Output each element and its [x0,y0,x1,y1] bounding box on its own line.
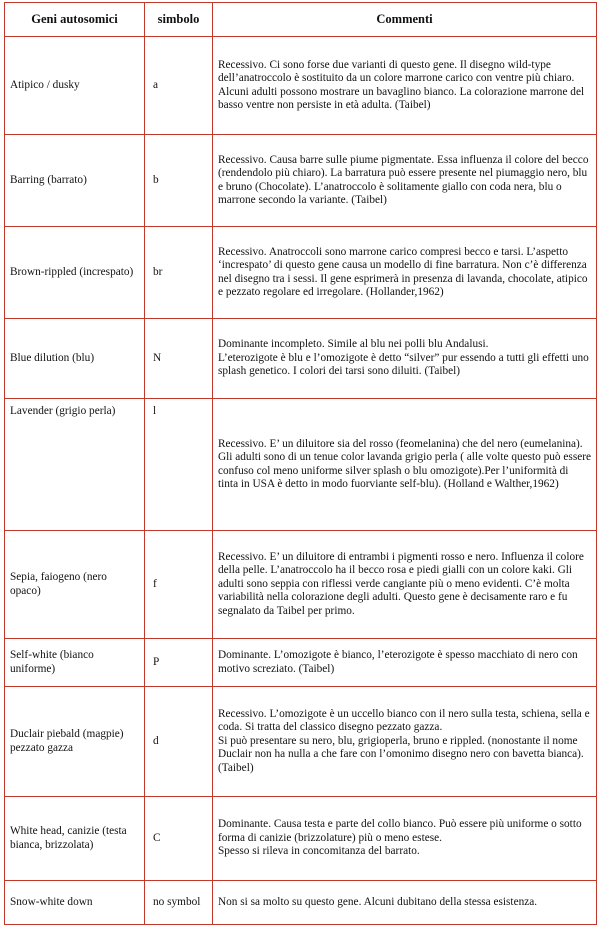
gene-name: White head, canizie (testa bianca, brizzolata) [5,797,145,881]
comment-text: Recessivo. E’ un diluitore sia del rosso (feomelanina) che del nero (eumelanina). Gli adulti sono di un tenue color lavanda grigio perla ( alle volte questo può essere confuso col meno uniforme silver splash o blu omozigote).Per l’uniformità di tinta in USA è detto in modo fuorviante self-blu). (Holland e Walther,1962) [218,437,592,490]
header-comments: Commenti [213,3,597,37]
table-row [5,881,597,925]
gene-symbol: d [145,687,213,797]
gene-symbol: l [145,399,213,531]
gene-name: Blue dilution (blu) [5,319,145,399]
gene-name: Duclair piebald (magpie) pezzato gazza [5,687,145,797]
gene-name: Self-white (bianco uniforme) [5,639,145,687]
gene-comment [213,135,597,227]
comment-text: Dominante incompleto. Simile al blu nei polli blu Andalusi. [218,338,489,351]
table-row [5,687,597,797]
table-row [5,227,597,319]
table-row [5,37,597,135]
comment-text: Spesso si rileva in concomitanza del barrato. [218,845,420,858]
gene-name: Snow-white down [5,881,145,925]
gene-comment [213,319,597,399]
gene-symbol: P [145,639,213,687]
gene-symbol: br [145,227,213,319]
autosomal-genes-table [4,2,597,925]
header-gene: Geni autosomici [5,3,145,37]
comment-text: Recessivo. Causa barre sulle piume pigmentate. Essa influenza il colore del becco (rendendolo più chiaro). La barratura può essere presente nel piumaggio nero, blu e bruno (Chocolate). L’anatroccolo è solitamente giallo con coda nera, blu o marrone secondo la variante. (Taibel) [218,153,589,206]
comment-text: L’eterozigote è blu e l’omozigote è detto “silver” pur essendo a tutti gli effetti uno splash genetico. I colori dei tarsi sono diluiti. (Taibel) [218,351,589,378]
table-header-row [5,3,597,37]
table-row [5,531,597,639]
header-symbol: simbolo [145,3,213,37]
gene-comment [213,881,597,925]
gene-name: Sepia, faiogeno (nero opaco) [5,531,145,639]
gene-comment [213,399,597,531]
comment-text: Non si sa molto su questo gene. Alcuni dubitano della stessa esistenza. [218,895,538,908]
gene-symbol: f [145,531,213,639]
table-row [5,797,597,881]
gene-comment [213,37,597,135]
gene-symbol: no symbol [145,881,213,925]
gene-name: Lavender (grigio perla) [5,399,145,531]
comment-text: Recessivo. L’omozigote è un uccello bianco con il nero sulla testa, schiena, sella e coda. Si tratta del classico disegno pezzato gazza. [218,707,590,734]
comment-text: Recessivo. Ci sono forse due varianti di questo gene. Il disegno wild-type dell’anatroccolo è sostituito da un colore marrone carico con ventre più chiaro. Alcuni adulti possono mostrare un bavaglino bianco. La colorazione marrone del basso ventre non persiste in età adulta. (Taibel) [218,58,585,111]
table-row [5,399,597,531]
gene-comment [213,227,597,319]
gene-symbol: a [145,37,213,135]
comment-text: Dominante. L’omozigote è bianco, l’eterozigote è spesso macchiato di nero con motivo screziato. (Taibel) [218,649,578,675]
table-row [5,639,597,687]
gene-comment [213,797,597,881]
comment-text: Recessivo. E’ un diluitore di entrambi i pigmenti rosso e nero. Influenza il colore della pelle. L’anatroccolo ha il becco rosa e piedi gialli con un colore kaki. Gli adulti sono seppia con riflessi verde cangiante più o meno evidenti. C’è molta variabilità nella colorazione degli adulti. Questo gene è decisamente raro e fu segnalato da Taibel per primo. [218,550,584,617]
comment-text: Dominante. Causa testa e parte del collo bianco. Può essere più uniforme o sotto forma di canizie (brizzolature) più o meno estese. [218,818,582,844]
gene-symbol: b [145,135,213,227]
gene-name: Atipico / dusky [5,37,145,135]
comment-text: Recessivo. Anatroccoli sono marrone carico compresi becco e tarsi. L’aspetto ‘increspato’ di questo gene causa un modello di fine barratura. Non c’è differenza nel disegno tra i sessi. Il gene esprimerà in presenza di lavanda, chocolate, atipico e pezzato regolare ed irregolare. (Hollander,1962) [218,245,588,298]
gene-symbol: N [145,319,213,399]
gene-comment [213,639,597,687]
gene-comment [213,531,597,639]
table-row [5,135,597,227]
gene-name: Barring (barrato) [5,135,145,227]
gene-name: Brown-rippled (increspato) [5,227,145,319]
table-row [5,319,597,399]
table-body [5,37,597,925]
gene-symbol: C [145,797,213,881]
gene-comment [213,687,597,797]
comment-text: Si può presentare su nero, blu, grigioperla, bruno e rippled. (nonostante il nome Duclair non ha nulla a che fare con l’omonimo disegno nero con bavetta bianca). (Taibel) [218,734,584,774]
